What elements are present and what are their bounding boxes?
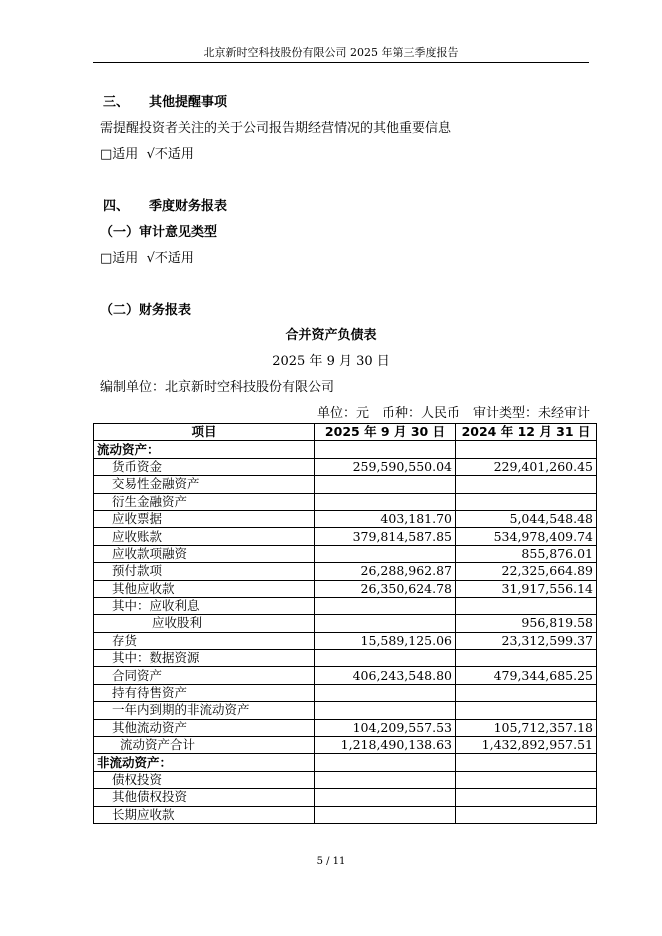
row-current: 26,288,962.87 — [315, 563, 456, 580]
row-label: 其中：应收利息 — [94, 597, 315, 614]
table-row — [94, 476, 597, 493]
row-current — [315, 702, 456, 719]
row-current — [315, 597, 456, 614]
row-label: 流动资产： — [94, 441, 315, 458]
row-label: 应收款项融资 — [94, 545, 315, 562]
row-current — [315, 754, 456, 771]
section4-sub2-title: （二）财务报表 — [100, 303, 192, 318]
row-current — [315, 771, 456, 788]
balance-sheet-table — [93, 423, 597, 824]
option-not-applicable: √不适用 — [146, 147, 194, 162]
row-label: 存货 — [94, 632, 315, 649]
column-header-previous: 2024 年 12 月 31 日 — [456, 424, 597, 441]
statement-preparer: 编制单位：北京新时空科技股份有限公司 — [100, 380, 335, 395]
row-label: 一年内到期的非流动资产 — [94, 702, 315, 719]
row-previous: 956,819.58 — [456, 615, 597, 632]
row-previous — [456, 789, 597, 806]
row-current — [315, 476, 456, 493]
header-divider — [93, 62, 589, 63]
row-label: 应收票据 — [94, 510, 315, 527]
row-current — [315, 545, 456, 562]
statement-meta: 单位：元 币种：人民币 审计类型：未经审计 — [316, 406, 590, 421]
section4-title: 季度财务报表 — [149, 199, 228, 214]
table-row — [94, 632, 597, 649]
section3-options — [100, 143, 194, 162]
row-previous — [456, 754, 597, 771]
row-label: 长期应收款 — [94, 806, 315, 823]
section4-sub1-options — [100, 247, 194, 266]
row-current — [315, 684, 456, 701]
table-row — [94, 667, 597, 684]
report-header-title: 北京新时空科技股份有限公司 2025 年第三季度报告 — [203, 46, 459, 59]
table-row — [94, 789, 597, 806]
row-current — [315, 806, 456, 823]
table-row — [94, 563, 597, 580]
row-previous: 1,432,892,957.51 — [456, 737, 597, 754]
table-row — [94, 458, 597, 475]
section3-number: 三、 — [103, 95, 130, 110]
row-label: 货币资金 — [94, 458, 315, 475]
row-label: 非流动资产： — [94, 754, 315, 771]
table-header-row — [94, 424, 597, 441]
column-header-current: 2025 年 9 月 30 日 — [315, 424, 456, 441]
table-row — [94, 510, 597, 527]
row-previous — [456, 684, 597, 701]
section4-sub1-title: （一）审计意见类型 — [100, 225, 218, 240]
row-previous — [456, 476, 597, 493]
section3-description: 需提醒投资者关注的关于公司报告期经营情况的其他重要信息 — [100, 121, 452, 136]
row-current: 379,814,587.85 — [315, 528, 456, 545]
row-current — [315, 615, 456, 632]
row-previous: 105,712,357.18 — [456, 719, 597, 736]
table-row — [94, 806, 597, 823]
row-current: 1,218,490,138.63 — [315, 737, 456, 754]
row-current: 104,209,557.53 — [315, 719, 456, 736]
row-previous: 23,312,599.37 — [456, 632, 597, 649]
row-current — [315, 441, 456, 458]
row-previous — [456, 597, 597, 614]
table-row — [94, 684, 597, 701]
row-previous — [456, 493, 597, 510]
row-label: 其他应收款 — [94, 580, 315, 597]
table-row — [94, 528, 597, 545]
page-number: 5 / 11 — [316, 856, 346, 867]
row-label: 交易性金融资产 — [94, 476, 315, 493]
option-not-applicable: √不适用 — [146, 251, 194, 266]
row-previous — [456, 771, 597, 788]
row-current — [315, 650, 456, 667]
row-current: 259,590,550.04 — [315, 458, 456, 475]
table-row — [94, 719, 597, 736]
row-previous: 855,876.01 — [456, 545, 597, 562]
row-previous: 22,325,664.89 — [456, 563, 597, 580]
row-label: 合同资产 — [94, 667, 315, 684]
row-previous: 31,917,556.14 — [456, 580, 597, 597]
row-previous — [456, 650, 597, 667]
row-label: 债权投资 — [94, 771, 315, 788]
option-applicable: □适用 — [100, 147, 139, 162]
table-row — [94, 545, 597, 562]
row-previous: 229,401,260.45 — [456, 458, 597, 475]
table-row — [94, 441, 597, 458]
column-header-item: 项目 — [94, 424, 315, 441]
row-current: 406,243,548.80 — [315, 667, 456, 684]
row-previous — [456, 441, 597, 458]
row-label: 其他债权投资 — [94, 789, 315, 806]
row-label: 衍生金融资产 — [94, 493, 315, 510]
row-previous — [456, 702, 597, 719]
table-row — [94, 615, 597, 632]
section3-title: 其他提醒事项 — [149, 95, 228, 110]
table-row — [94, 493, 597, 510]
row-previous: 5,044,548.48 — [456, 510, 597, 527]
table-row — [94, 650, 597, 667]
section4-number: 四、 — [103, 199, 130, 214]
row-label: 预付款项 — [94, 563, 315, 580]
row-current: 26,350,624.78 — [315, 580, 456, 597]
row-label: 其中：数据资源 — [94, 650, 315, 667]
row-current — [315, 789, 456, 806]
row-current: 403,181.70 — [315, 510, 456, 527]
table-row — [94, 580, 597, 597]
table-row — [94, 737, 597, 754]
table-row — [94, 754, 597, 771]
statement-date: 2025 年 9 月 30 日 — [272, 354, 390, 369]
row-label: 持有待售资产 — [94, 684, 315, 701]
row-previous: 534,978,409.74 — [456, 528, 597, 545]
statement-title: 合并资产负债表 — [285, 328, 377, 343]
option-applicable: □适用 — [100, 251, 139, 266]
table-row — [94, 702, 597, 719]
row-label: 应收股利 — [94, 615, 315, 632]
row-label: 应收账款 — [94, 528, 315, 545]
table-row — [94, 771, 597, 788]
row-previous — [456, 806, 597, 823]
table-row — [94, 597, 597, 614]
row-label: 其他流动资产 — [94, 719, 315, 736]
row-current: 15,589,125.06 — [315, 632, 456, 649]
row-previous: 479,344,685.25 — [456, 667, 597, 684]
row-label: 流动资产合计 — [94, 737, 315, 754]
row-current — [315, 493, 456, 510]
